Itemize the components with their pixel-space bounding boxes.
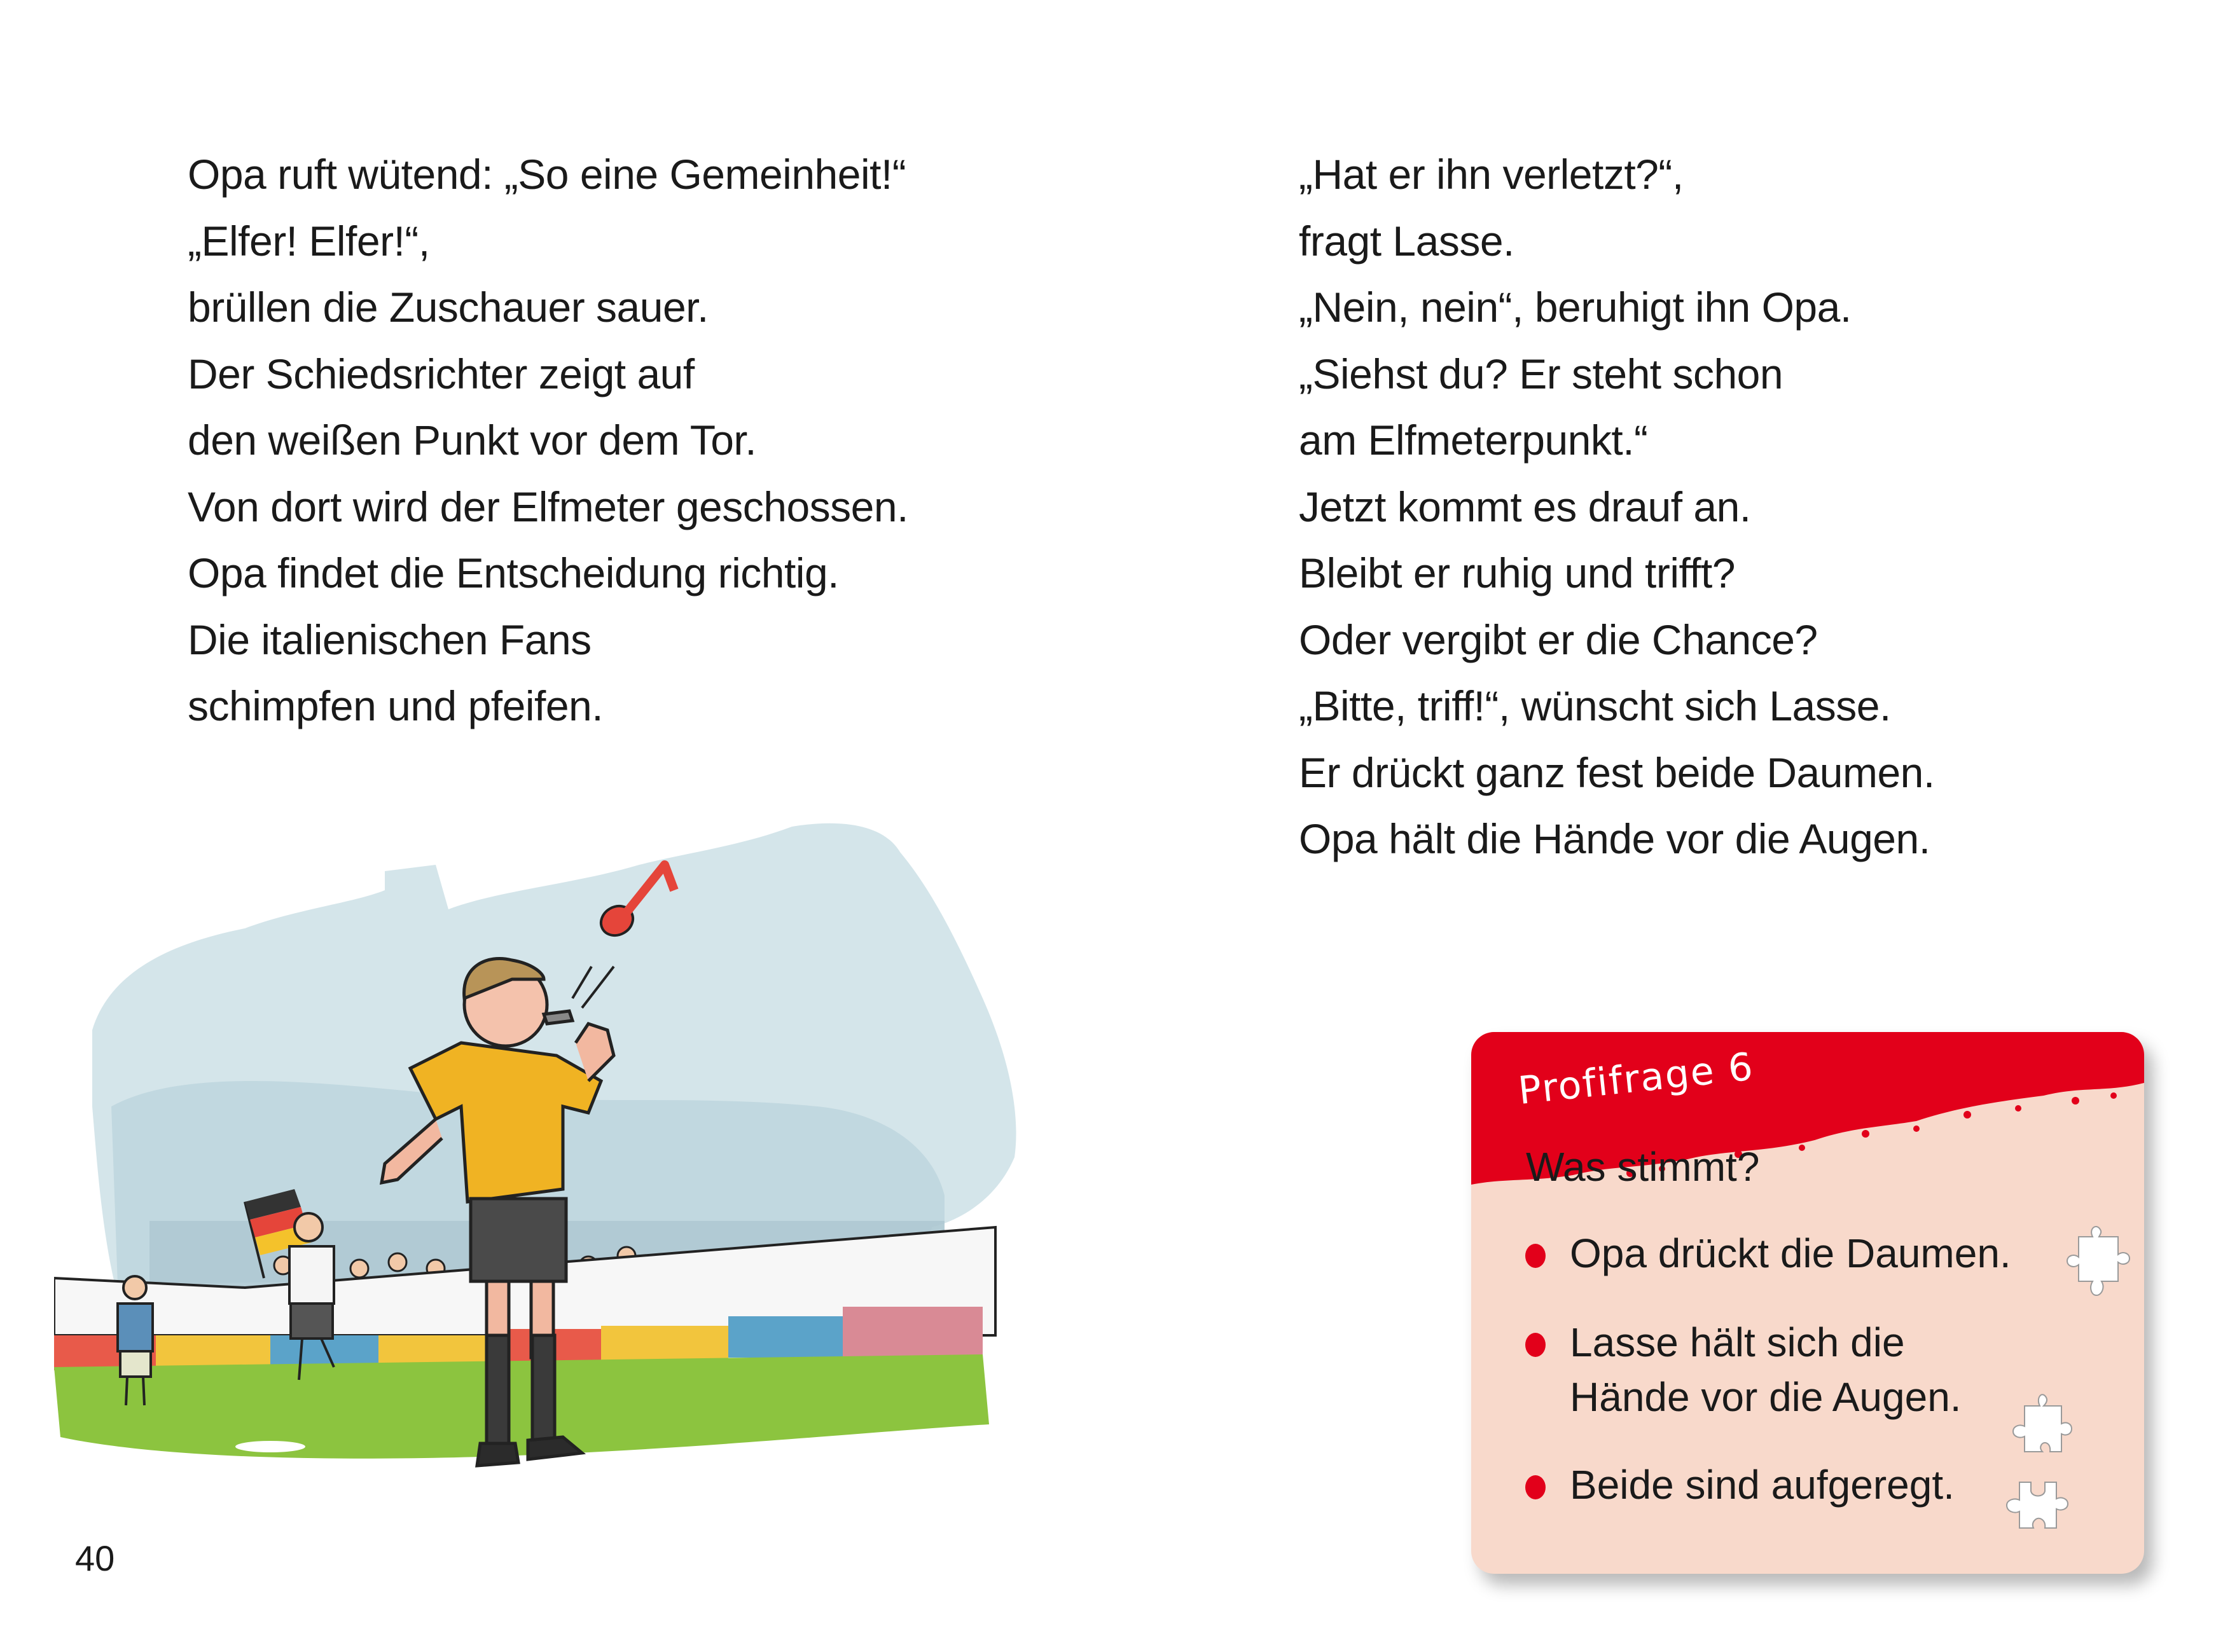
text-line: fragt Lasse.: [1299, 217, 1514, 265]
quiz-option[interactable]: [1525, 1226, 2011, 1281]
page-number: 40: [75, 1538, 115, 1578]
text-line: brüllen die Zuschauer sauer.: [188, 284, 709, 331]
text-line: „Siehst du? Er steht schon: [1299, 350, 1783, 397]
story-text-right: [1299, 141, 1935, 872]
text-line: Von dort wird der Elfmeter geschossen.: [188, 483, 908, 530]
text-line: Bleibt er ruhig und trifft?: [1299, 549, 1736, 596]
text-line: am Elfmeterpunkt.“: [1299, 416, 1648, 464]
profifrage-box: [1471, 1032, 2144, 1574]
text-line: Opa hält die Hände vor die Augen.: [1299, 815, 1930, 862]
text-line: Opa ruft wütend: „So eine Gemeinheit!“: [188, 151, 906, 198]
text-line: den weißen Punkt vor dem Tor.: [188, 416, 757, 464]
text-line: „Nein, nein“, beruhigt ihn Opa.: [1299, 284, 1852, 331]
option-text: Beide sind aufgeregt.: [1570, 1462, 1955, 1508]
option-text: Hände vor die Augen.: [1570, 1374, 1962, 1420]
text-line: schimpfen und pfeifen.: [188, 682, 604, 729]
story-text-left: [188, 141, 908, 740]
text-line: Der Schiedsrichter zeigt auf: [188, 350, 695, 397]
text-line: „Hat er ihn verletzt?“,: [1299, 151, 1684, 198]
text-line: Die italienischen Fans: [188, 616, 592, 663]
bullet-icon: [1525, 1333, 1546, 1357]
text-line: Er drückt ganz fest beide Daumen.: [1299, 748, 1935, 796]
quiz-title: Profifrage 6: [1516, 1044, 1756, 1113]
puzzle-piece-icon[interactable]: [2061, 1224, 2134, 1299]
option-text: Lasse hält sich die: [1570, 1319, 1905, 1365]
referee-illustration: [54, 699, 1078, 1494]
puzzle-piece-icon[interactable]: [1999, 1477, 2072, 1534]
text-line: Oder vergibt er die Chance?: [1299, 616, 1818, 663]
option-text: Opa drückt die Daumen.: [1570, 1230, 2011, 1276]
puzzle-piece-icon[interactable]: [2005, 1388, 2075, 1458]
text-line: „Elfer! Elfer!“,: [188, 217, 430, 265]
text-line: Jetzt kommt es drauf an.: [1299, 483, 1751, 530]
text-line: „Bitte, triff!“, wünscht sich Lasse.: [1299, 682, 1891, 729]
quiz-question: Was stimmt?: [1526, 1144, 1760, 1190]
bullet-icon: [1525, 1475, 1546, 1499]
text-line: Opa findet die Entscheidung richtig.: [188, 549, 839, 596]
quiz-option[interactable]: [1525, 1315, 1962, 1424]
quiz-option[interactable]: [1525, 1457, 1955, 1512]
bullet-icon: [1525, 1244, 1546, 1268]
